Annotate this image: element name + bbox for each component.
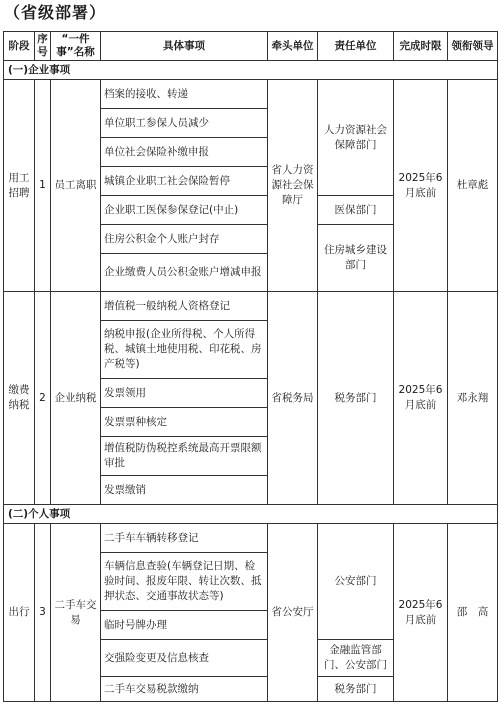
item-cell: 单位职工参保人员减少 xyxy=(101,109,268,138)
item-cell: 纳税申报(企业所得税、个人所得税、城镇土地使用税、印花税、房产税等) xyxy=(101,321,268,379)
col-header-lead: 牵头单位 xyxy=(268,32,318,61)
responsible-cell: 金融监管部门、公安部门 xyxy=(318,640,394,677)
item-cell: 城镇企业职工社会保险暂停 xyxy=(101,167,268,196)
responsible-cell: 税务部门 xyxy=(318,677,394,702)
item-cell: 单位社会保险补缴申报 xyxy=(101,138,268,167)
stage-cell: 用工招聘 xyxy=(4,80,35,292)
deadline-cell: 2025年6月底前 xyxy=(394,524,448,702)
col-header-deadline: 完成时限 xyxy=(394,32,448,61)
lead-cell: 省公安厅 xyxy=(268,524,318,702)
section-title: (一)企业事项 xyxy=(4,61,498,80)
item-cell: 车辆信息查验(车辆登记日期、检验时间、报废年限、转让次数、抵押状态、交通事故状态等) xyxy=(101,553,268,611)
item-cell: 发票领用 xyxy=(101,379,268,408)
name-cell: 二手车交易 xyxy=(51,524,101,702)
leader-cell: 邓永翔 xyxy=(448,292,498,505)
stage-cell: 缴费纳税 xyxy=(4,292,35,505)
lead-cell: 省人力资源社会保障厅 xyxy=(268,80,318,292)
item-cell: 增值税一般纳税人资格登记 xyxy=(101,292,268,321)
name-cell: 员工离职 xyxy=(51,80,101,292)
item-cell: 交强险变更及信息核查 xyxy=(101,640,268,677)
seq-cell: 1 xyxy=(35,80,51,292)
col-header-leader: 领衔领导 xyxy=(448,32,498,61)
col-header-seq: 序号 xyxy=(35,32,51,61)
item-cell: 发票票种核定 xyxy=(101,408,268,437)
name-cell: 企业纳税 xyxy=(51,292,101,505)
responsible-cell: 医保部门 xyxy=(318,196,394,225)
deadline-cell: 2025年6月底前 xyxy=(394,292,448,505)
responsible-cell: 公安部门 xyxy=(318,524,394,640)
leader-cell: 邵 高 xyxy=(448,524,498,702)
col-header-items: 具体事项 xyxy=(101,32,268,61)
item-cell: 企业缴费人员公积金账户增减申报 xyxy=(101,254,268,292)
stage-cell: 出行 xyxy=(4,524,35,702)
item-cell: 增值税防伪税控系统最高开票限额审批 xyxy=(101,437,268,476)
table-row xyxy=(4,80,498,109)
item-cell: 档案的接收、转递 xyxy=(101,80,268,109)
item-cell: 临时号牌办理 xyxy=(101,611,268,640)
section-row xyxy=(4,505,498,524)
responsible-cell: 人力资源社会保障部门 xyxy=(318,80,394,196)
table-row xyxy=(4,292,498,321)
responsible-cell: 税务部门 xyxy=(318,292,394,505)
task-table xyxy=(3,31,498,702)
col-header-responsible: 责任单位 xyxy=(318,32,394,61)
table-row xyxy=(4,524,498,553)
deadline-cell: 2025年6月底前 xyxy=(394,80,448,292)
responsible-cell: 住房城乡建设部门 xyxy=(318,225,394,292)
item-cell: 住房公积金个人账户封存 xyxy=(101,225,268,254)
section-title: (二)个人事项 xyxy=(4,505,498,524)
page-heading: （省级部署） xyxy=(4,3,107,22)
item-cell: 二手车交易税款缴纳 xyxy=(101,677,268,702)
seq-cell: 3 xyxy=(35,524,51,702)
item-cell: 二手车车辆转移登记 xyxy=(101,524,268,553)
section-row xyxy=(4,61,498,80)
col-header-stage: 阶段 xyxy=(4,32,35,61)
lead-cell: 省税务局 xyxy=(268,292,318,505)
col-header-name: “一件事”名称 xyxy=(51,32,101,61)
item-cell: 发票缴销 xyxy=(101,476,268,505)
item-cell: 企业职工医保参保登记(中止) xyxy=(101,196,268,225)
seq-cell: 2 xyxy=(35,292,51,505)
header-row xyxy=(4,32,498,61)
leader-cell: 杜章彪 xyxy=(448,80,498,292)
